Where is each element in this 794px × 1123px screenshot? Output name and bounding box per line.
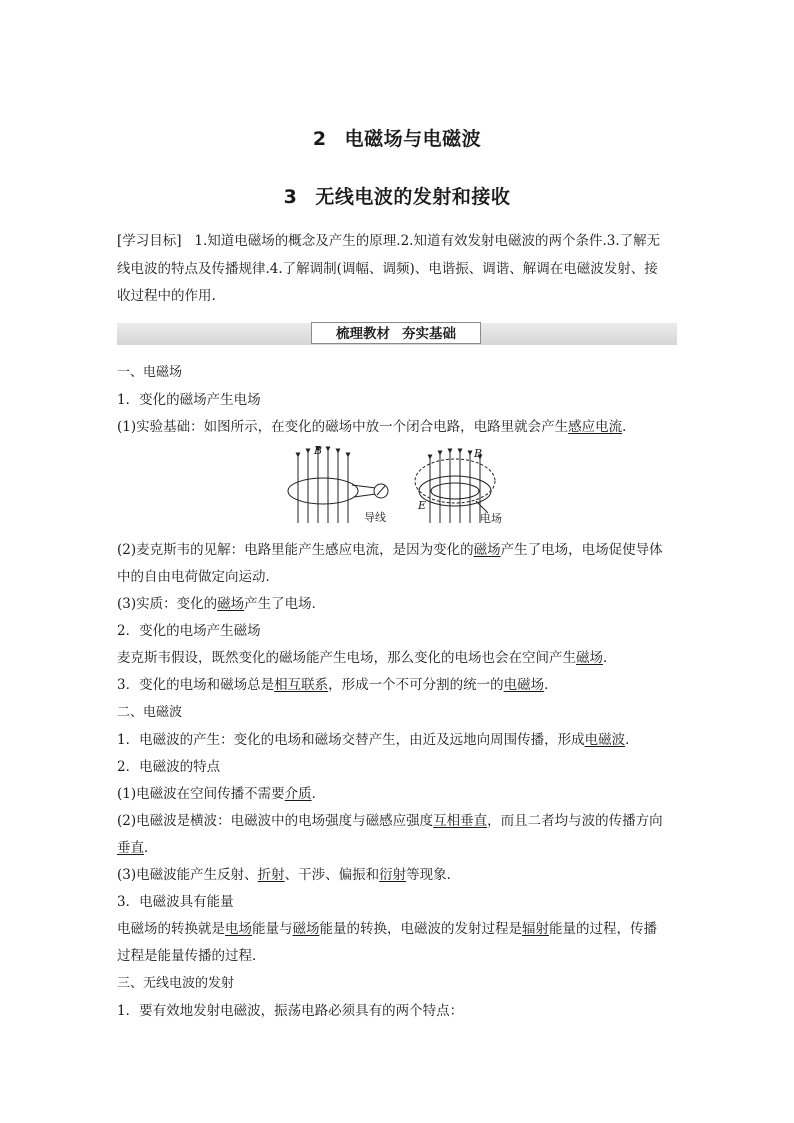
paragraph-energy-conversion xyxy=(117,920,682,938)
section-number: 3 xyxy=(283,186,298,208)
text: ． xyxy=(603,650,617,666)
text: (1)电磁波在空间传播不需要 xyxy=(117,786,285,802)
heading-radio-transmission: 三、无线电波的发射 xyxy=(117,976,235,991)
paragraph-wave-phenomena xyxy=(117,866,682,884)
answer-underline: 电磁波 xyxy=(584,732,626,748)
section-banner xyxy=(311,322,481,344)
text: 能量与 xyxy=(252,921,293,937)
label-b-right: B xyxy=(474,447,483,460)
answer-underline: 相互联系 xyxy=(274,677,329,693)
induction-figure xyxy=(280,443,520,527)
paragraph-maxwell-hypothesis xyxy=(117,649,682,667)
text: 能量的转换，电磁波的发射过程是 xyxy=(319,921,522,937)
paragraph-experiment-basis xyxy=(117,418,682,436)
section-title-text: 无线电波的发射和接收 xyxy=(315,186,511,208)
text: ． xyxy=(144,840,158,856)
objectives-line-2: 线电波的特点及传播规律.4.了解调制(调幅、调频)、电谐振、调谐、解调在电磁波发射、接 xyxy=(117,260,658,277)
text: 3．变化的电场和磁场总是 xyxy=(117,677,275,693)
label-wire: 导线 xyxy=(364,511,386,524)
learning-objectives xyxy=(117,228,677,311)
objectives-label: [学习目标] xyxy=(117,233,182,249)
text: ． xyxy=(544,677,558,693)
text: (2)麦克斯韦的见解：电路里能产生感应电流，是因为变化的 xyxy=(117,542,474,558)
subheading-wave-energy: 3．电磁波具有能量 xyxy=(117,894,234,910)
text: (3)电磁波能产生反射、 xyxy=(117,867,258,883)
subheading-changing-electric-field: 2．变化的电场产生磁场 xyxy=(117,623,261,639)
answer-underline: 衍射 xyxy=(379,867,407,883)
banner-right-text: 夯实基础 xyxy=(402,326,456,342)
label-electric-field: 电场 xyxy=(480,512,502,525)
answer-underline: 电磁场 xyxy=(503,677,545,693)
text: 电磁场的转换就是 xyxy=(117,921,225,937)
paragraph-transverse-wave xyxy=(117,812,682,830)
subheading-wave-features: 2．电磁波的特点 xyxy=(117,759,221,775)
answer-underline: 电场 xyxy=(225,921,252,937)
text: 1．电磁波的产生：变化的电场和磁场交替产生，由近及远地向周围传播，形成 xyxy=(117,732,585,748)
paragraph-wave-generation xyxy=(117,731,682,749)
objectives-text-1: 1.知道电磁场的概念及产生的原理.2.知道有效发射电磁波的两个条件.3.了解无 xyxy=(194,233,661,249)
subheading-changing-magnetic-field: 1．变化的磁场产生电场 xyxy=(117,392,261,408)
answer-underline: 感应电流 xyxy=(568,419,623,435)
answer-underline: 磁场 xyxy=(473,542,501,558)
paragraph-no-medium xyxy=(117,785,682,803)
paragraph-essence xyxy=(117,595,682,613)
objectives-line-1 xyxy=(117,228,677,256)
section-title xyxy=(0,182,794,209)
text: ，而且二者均与波的传播方向 xyxy=(487,813,663,829)
paragraph-oscillator-features: 1．要有效地发射电磁波，振荡电路必须具有的两个特点： xyxy=(117,1003,464,1019)
text: (2)电磁波是横波：电磁波中的电场强度与磁感应强度 xyxy=(117,813,434,829)
text: 产生了电场，电场促使导体 xyxy=(500,542,663,558)
answer-underline: 磁场 xyxy=(576,650,603,666)
text: 产生了电场． xyxy=(244,596,326,612)
answer-underline: 介质 xyxy=(284,786,312,802)
text: (3)实质：变化的 xyxy=(117,596,218,612)
answer-underline: 垂直 xyxy=(117,840,144,856)
objectives-line-3: 收过程中的作用. xyxy=(117,288,216,304)
answer-underline: 互相垂直 xyxy=(433,813,488,829)
text: (1)实验基础：如图所示，在变化的磁场中放一个闭合电路，电路里就会产生 xyxy=(117,419,569,435)
answer-underline: 磁场 xyxy=(217,596,245,612)
paragraph-transverse-wave-cont xyxy=(117,839,682,857)
label-e: E xyxy=(418,499,427,512)
answer-underline: 辐射 xyxy=(522,921,549,937)
text: ，形成一个不可分割的统一的 xyxy=(328,677,504,693)
answer-underline: 磁场 xyxy=(292,921,320,937)
heading-electromagnetic-field: 一、电磁场 xyxy=(117,365,183,380)
chapter-title xyxy=(0,124,794,151)
heading-electromagnetic-wave: 二、电磁波 xyxy=(117,705,183,720)
paragraph-maxwell-view xyxy=(117,541,682,559)
text: 麦克斯韦假设，既然变化的磁场能产生电场，那么变化的电场也会在空间产生 xyxy=(117,650,576,666)
text: ． xyxy=(311,786,326,802)
paragraph-energy-conversion-cont: 过程是能量传播的过程． xyxy=(117,948,266,964)
chapter-title-text: 电磁场与电磁波 xyxy=(344,128,482,150)
text: 能量的过程，传播 xyxy=(549,921,657,937)
paragraph-maxwell-view-cont: 中的自由电荷做定向运动． xyxy=(117,569,279,585)
label-b-left: B xyxy=(314,444,323,457)
paragraph-unified-field xyxy=(117,676,682,694)
answer-underline: 折射 xyxy=(257,867,285,883)
banner-left-text: 梳理教材 xyxy=(336,326,390,342)
text: ． xyxy=(622,419,636,435)
text: 等现象． xyxy=(406,867,461,883)
chapter-number: 2 xyxy=(312,128,327,150)
text: 、干涉、偏振和 xyxy=(284,867,380,883)
text: ． xyxy=(625,732,639,748)
